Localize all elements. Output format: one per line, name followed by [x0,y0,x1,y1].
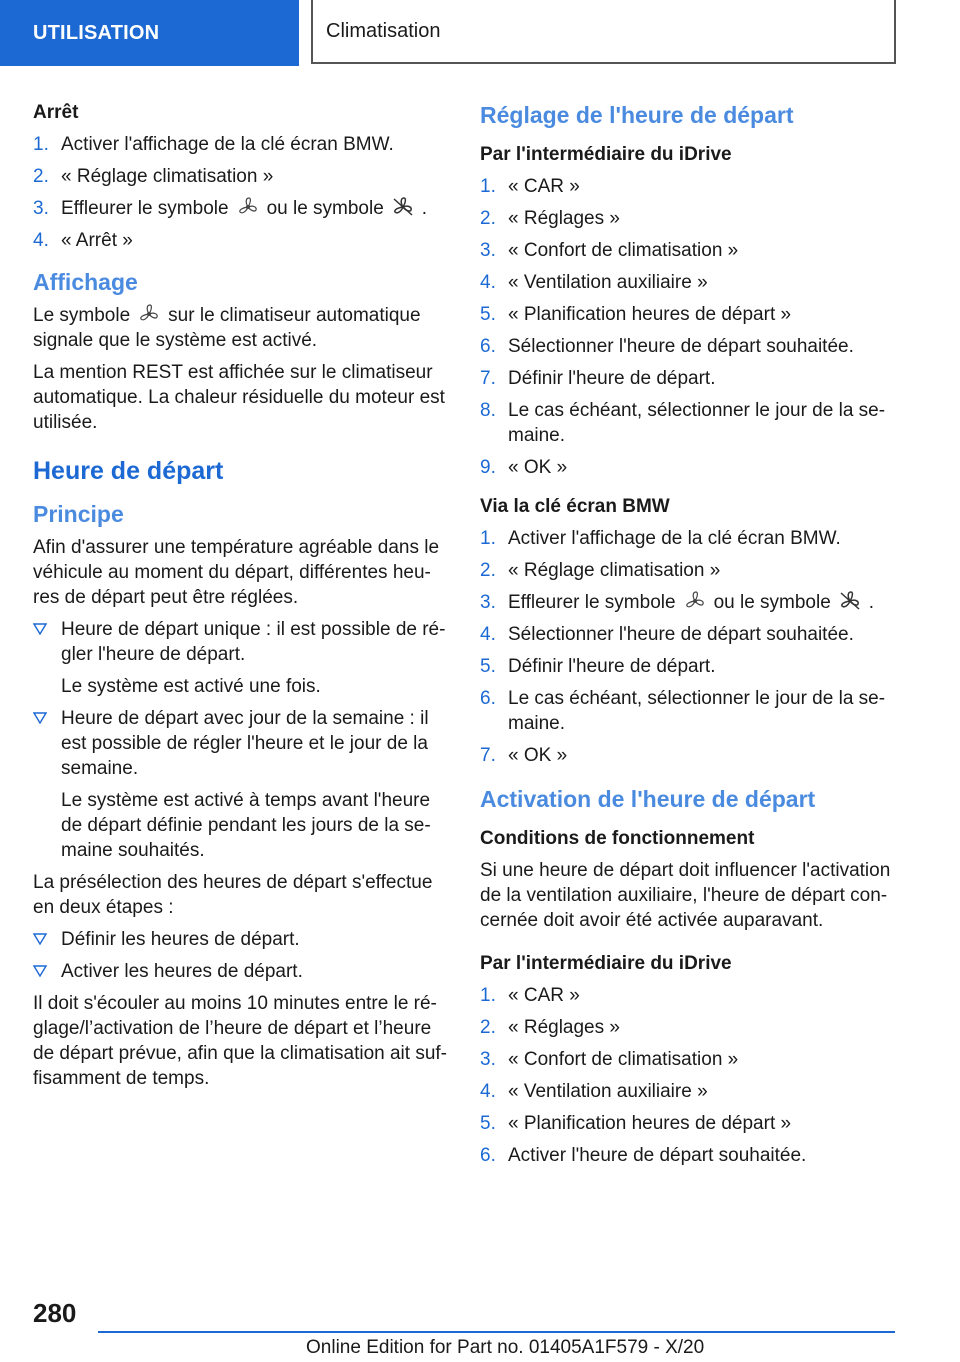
idrive-steps [480,174,898,480]
conditions-paragraph: Si une heure de départ doit influencer l'activation de la ventilation auxiliaire, l'heure de départ con-cernée doit avoir été activée auparavant. [480,860,891,931]
list-item [480,590,898,615]
step-number: 8. [480,400,496,421]
fan-off-icon [390,196,416,218]
list-item [480,1015,898,1040]
left-column [33,100,448,1098]
step-number: 1. [33,134,49,155]
right-column [480,100,898,1182]
step-text: « Planification heures de départ » [508,304,792,325]
step-number: 1. [480,985,496,1006]
step-number: 4. [33,230,49,251]
step-text: « Confort de climatisation » [508,240,739,261]
step-text: « Réglages » [508,208,620,229]
affichage-paragraph-2: La mention REST est affichée sur le climatiseur automatique. La chaleur résiduelle du moteur est utilisée. [33,362,445,433]
list-item [33,927,448,952]
list-item [33,228,448,253]
arret-steps [33,132,448,253]
step-text: Sélectionner l'heure de départ souhaitée. [508,336,854,357]
list-item [480,1079,898,1104]
page-number: 280 [33,1298,77,1328]
heure-depart-heading: Heure de départ [33,457,224,485]
cle-subheading: Via la clé écran BMW [480,496,670,517]
step-number: 4. [480,272,496,293]
step-text-end: . [868,592,875,613]
reglage-heading: Réglage de l'heure de départ [480,102,794,128]
list-item [480,398,898,448]
bullet-extra: Le système est activé à temps avant l'heure de départ définie pendant les jours de la se-maine souhaités. [61,790,431,861]
step-text: Effleurer le symbole [61,198,229,219]
section-tab: UTILISATION [0,0,299,66]
step-text: « Réglages » [508,1017,620,1038]
list-item [480,654,898,679]
text-run: sur le climatiseur automatique signale que le système est activé. [33,305,421,351]
list-item [480,1111,898,1136]
list-item [480,622,898,647]
step-number: 2. [480,208,496,229]
step-number: 4. [480,624,496,645]
step-text: « OK » [508,457,568,478]
list-item [480,743,898,768]
step-number: 2. [33,166,49,187]
timing-paragraph: Il doit s'écouler au moins 10 minutes entre le ré-glage/l’activation de l’heure de départ et l’heure de départ prévue, afin que la climatisation ait suf-fisamment de temps. [33,993,448,1089]
list-item [480,558,898,583]
triangle-bullet-icon [33,712,47,724]
step-number: 2. [480,1017,496,1038]
idrive-subheading: Par l'intermédiaire du iDrive [480,144,732,165]
step-text: Le cas échéant, sélectionner le jour de la se-maine. [508,400,886,446]
step-text: « OK » [508,745,568,766]
bullet-extra: Le système est activé une fois. [61,676,321,697]
bullet-text: Heure de départ unique : il est possible de ré-gler l'heure de départ. [61,619,446,665]
step-text: Effleurer le symbole [508,592,676,613]
step-number: 3. [480,592,496,613]
list-item [33,706,448,863]
step-text: Le cas échéant, sélectionner le jour de la se-maine. [508,688,886,734]
step-text: « Confort de climatisation » [508,1049,739,1070]
steps-list [33,927,448,984]
step-number: 3. [33,198,49,219]
footer-divider [98,1331,895,1333]
list-item [33,617,448,699]
idrive2-steps [480,983,898,1168]
preselection-paragraph: La présélection des heures de départ s'effectue en deux étapes : [33,872,433,918]
list-item [480,983,898,1008]
list-item [33,196,448,221]
step-text-or: ou le symbole [713,592,831,613]
step-text: Définir l'heure de départ. [508,368,716,389]
step-text: Sélectionner l'heure de départ souhaitée. [508,624,854,645]
triangle-bullet-icon [33,965,47,977]
step-number: 1. [480,176,496,197]
fan-off-icon [837,590,863,612]
fan-icon [136,303,162,325]
cle-steps [480,526,898,768]
step-number: 5. [480,656,496,677]
list-item [33,164,448,189]
step-text: Définir l'heure de départ. [508,656,716,677]
step-number: 7. [480,745,496,766]
bullet-text: Heure de départ avec jour de la semaine : il est possible de régler l'heure et le jour de la semaine. [61,708,429,779]
idrive2-subheading: Par l'intermédiaire du iDrive [480,953,732,974]
triangle-bullet-icon [33,623,47,635]
fan-icon [682,590,708,612]
step-text: Activer l'heure de départ souhaitée. [508,1145,807,1166]
bullet-text: Activer les heures de départ. [61,961,303,982]
list-item [33,959,448,984]
arret-heading: Arrêt [33,102,79,123]
step-number: 1. [480,528,496,549]
list-item [480,302,898,327]
list-item [480,366,898,391]
step-text: « Réglage climatisation » [508,560,721,581]
step-number: 9. [480,457,496,478]
step-number: 6. [480,688,496,709]
step-number: 4. [480,1081,496,1102]
step-text: « Planification heures de départ » [508,1113,792,1134]
list-item [480,1047,898,1072]
text-run: Le symbole [33,305,131,326]
list-item [480,1143,898,1168]
step-text: « Ventilation auxiliaire » [508,272,708,293]
list-item [480,686,898,736]
step-number: 5. [480,1113,496,1134]
edition-note: Online Edition for Part no. 01405A1F579 - X/20 [306,1337,705,1358]
step-text-or: ou le symbole [266,198,384,219]
list-item [480,455,898,480]
step-number: 6. [480,1145,496,1166]
step-number: 5. [480,304,496,325]
list-item [480,270,898,295]
step-number: 6. [480,336,496,357]
affichage-heading: Affichage [33,269,138,295]
list-item [480,334,898,359]
step-text: Activer l'affichage de la clé écran BMW. [61,134,394,155]
conditions-subheading: Conditions de fonctionnement [480,828,755,849]
step-text: « Arrêt » [61,230,133,251]
list-item [33,132,448,157]
list-item [480,206,898,231]
step-text: « Ventilation auxiliaire » [508,1081,708,1102]
page-header [0,0,960,66]
principe-heading: Principe [33,501,124,527]
step-number: 2. [480,560,496,581]
principe-paragraph: Afin d'assurer une température agréable dans le véhicule au moment du départ, différentes heu-res de départ peut être réglées. [33,537,440,608]
step-text-end: . [421,198,428,219]
list-item [480,526,898,551]
step-number: 3. [480,240,496,261]
step-text: « CAR » [508,985,580,1006]
step-text: « Réglage climatisation » [61,166,274,187]
fan-icon [235,196,261,218]
bullet-text: Définir les heures de départ. [61,929,300,950]
list-item [480,238,898,263]
affichage-paragraph-1 [33,303,448,353]
list-item [480,174,898,199]
triangle-bullet-icon [33,933,47,945]
activation-heading: Activation de l'heure de départ [480,786,816,812]
depart-modes-list [33,617,448,863]
step-number: 7. [480,368,496,389]
step-number: 3. [480,1049,496,1070]
chapter-title: Climatisation [311,0,896,64]
step-text: « CAR » [508,176,580,197]
step-text: Activer l'affichage de la clé écran BMW. [508,528,841,549]
